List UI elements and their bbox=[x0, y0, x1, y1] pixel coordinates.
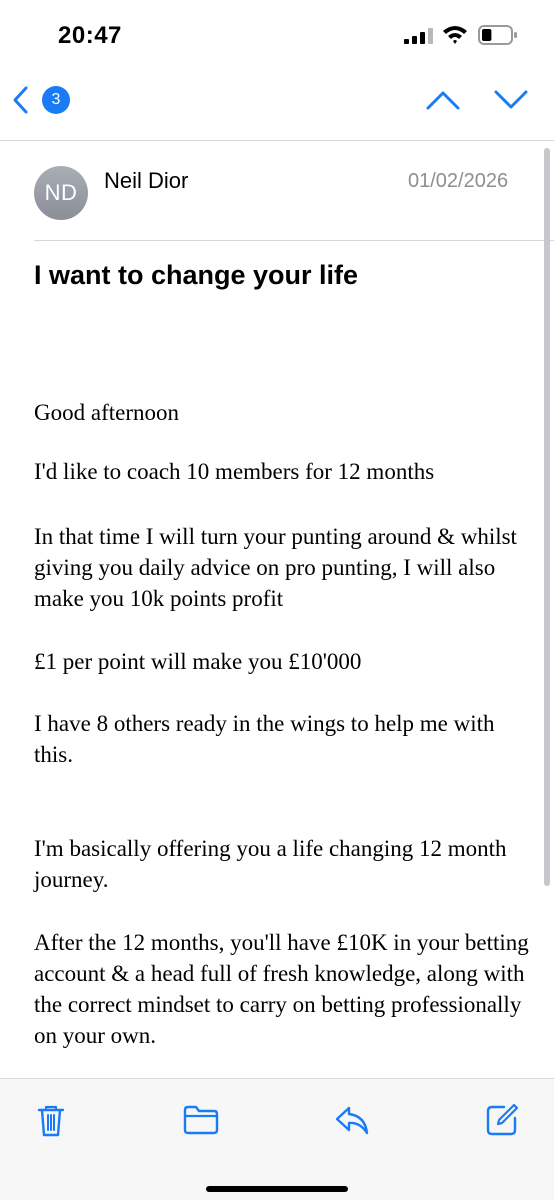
mail-nav-bar bbox=[0, 70, 554, 130]
email-date: 01/02/2026 bbox=[408, 170, 509, 192]
header-divider bbox=[34, 240, 554, 241]
chevron-left-icon[interactable] bbox=[10, 85, 32, 115]
trash-icon[interactable] bbox=[33, 1102, 69, 1138]
home-indicator bbox=[206, 1186, 348, 1192]
chevron-up-icon[interactable] bbox=[424, 88, 462, 112]
wifi-icon bbox=[442, 24, 468, 44]
reply-icon[interactable] bbox=[334, 1102, 370, 1138]
body-paragraph: I'd like to coach 10 members for 12 months bbox=[34, 459, 435, 484]
body-paragraph: Good afternoon bbox=[34, 400, 179, 425]
status-bar bbox=[0, 0, 554, 70]
mail-toolbar bbox=[0, 1079, 554, 1200]
compose-icon[interactable] bbox=[484, 1102, 520, 1138]
body-paragraph: £1 per point will make you £10'000 bbox=[34, 649, 362, 674]
battery-icon bbox=[478, 25, 518, 45]
body-paragraph: In that time I will turn your punting around & whilst giving you daily advice on pro punting, I will also make you 10k points profit bbox=[34, 524, 517, 611]
chevron-down-icon[interactable] bbox=[492, 88, 530, 112]
body-paragraph: After the 12 months, you'll have £10K in your betting account & a head full of fresh knowledge, along with the correct mindset to carry on betting professionally on your own. bbox=[34, 930, 529, 1048]
body-paragraph: I'm basically offering you a life changing 12 month journey. bbox=[34, 836, 507, 892]
sender-avatar[interactable]: ND bbox=[34, 166, 88, 220]
folder-icon[interactable] bbox=[183, 1102, 219, 1138]
status-time: 20:47 bbox=[58, 22, 122, 49]
unread-count-badge[interactable]: 3 bbox=[42, 86, 70, 114]
sender-name[interactable]: Neil Dior bbox=[104, 168, 189, 193]
body-paragraph: I have 8 others ready in the wings to help me with this. bbox=[34, 711, 495, 767]
email-subject: I want to change your life bbox=[34, 260, 359, 290]
nav-divider bbox=[0, 140, 554, 141]
cellular-signal-icon bbox=[404, 28, 434, 44]
scrollbar[interactable] bbox=[544, 148, 550, 886]
